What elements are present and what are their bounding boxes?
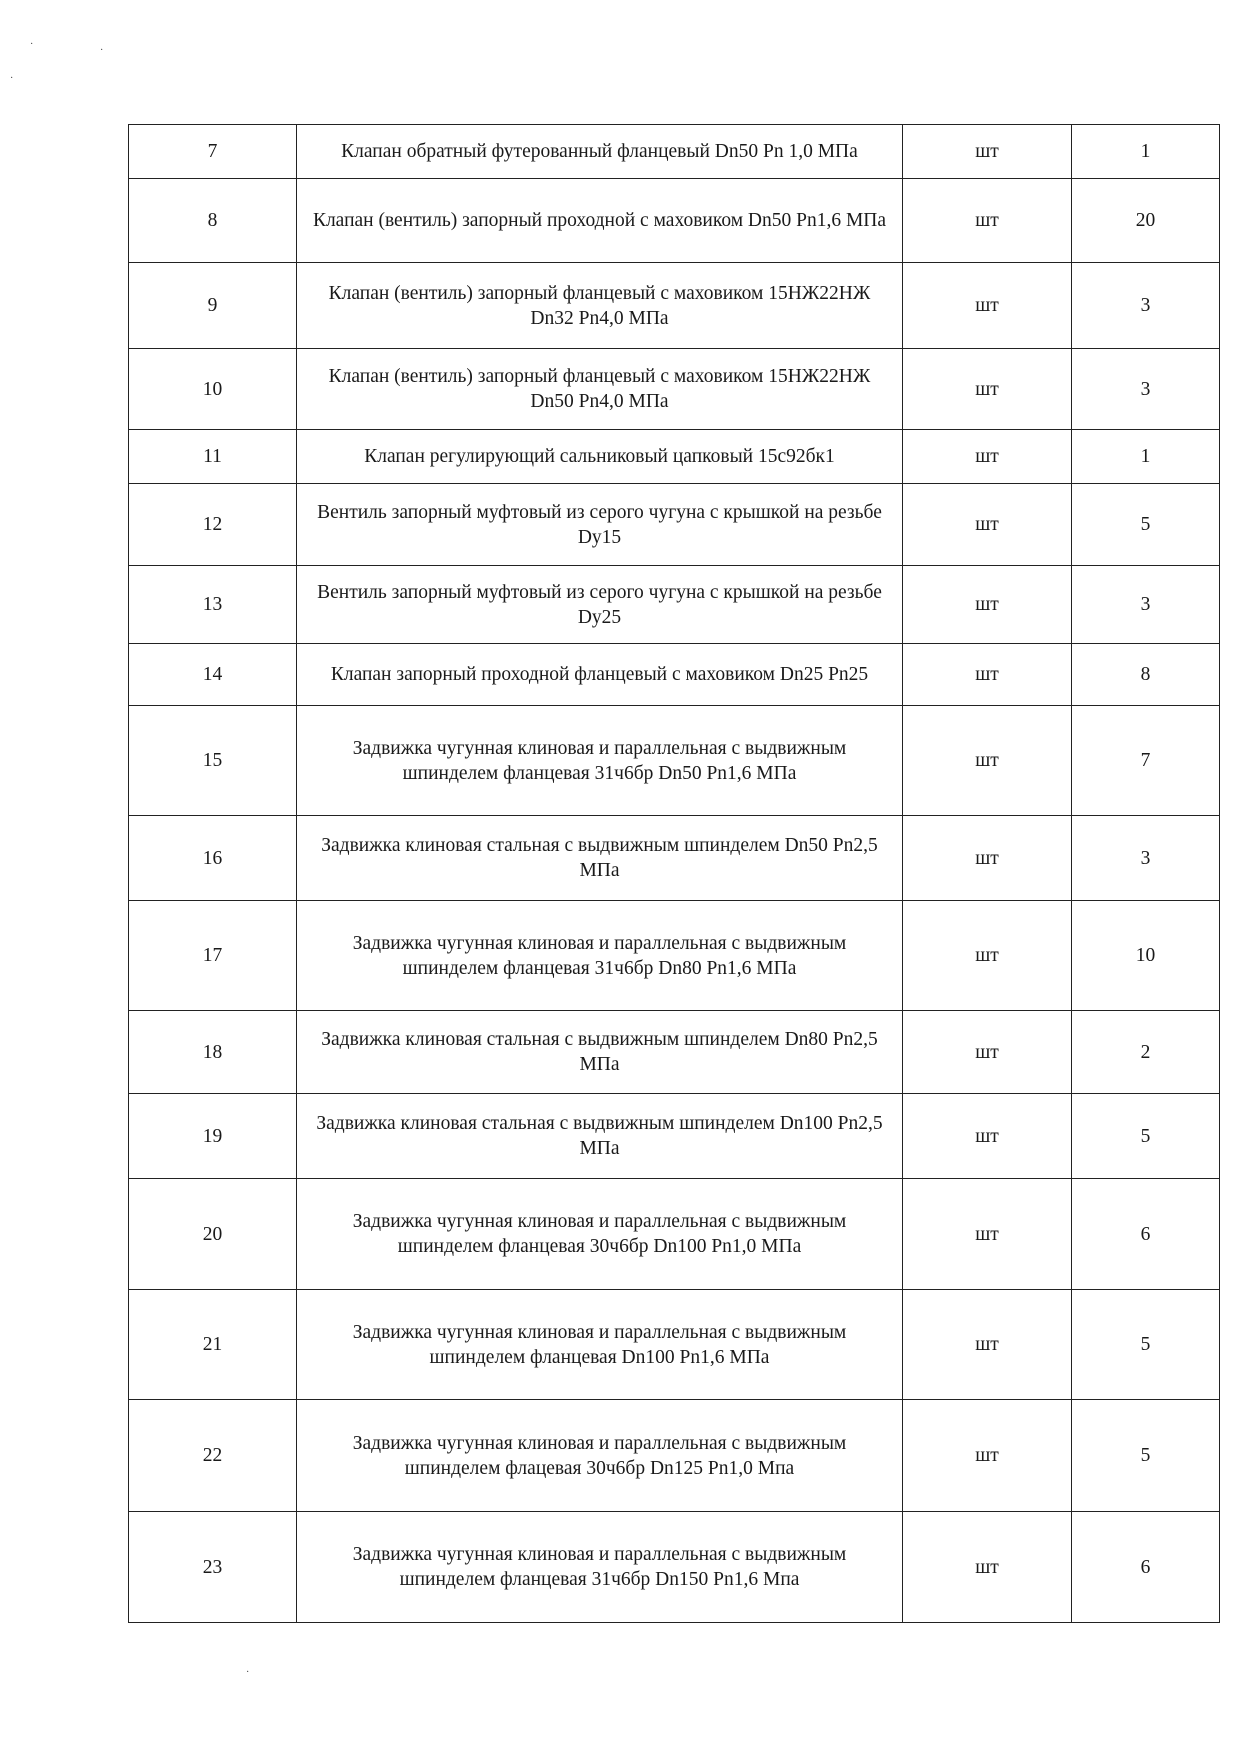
row-number: 17 [129,901,297,1011]
item-name: Клапан обратный футерованный фланцевый Dn50 Pn 1,0 МПа [297,125,903,179]
scan-speck: · [10,73,14,84]
item-unit: шт [903,1011,1072,1094]
item-unit: шт [903,430,1072,484]
item-name: Клапан (вентиль) запорный проходной с маховиком Dn50 Pn1,6 МПа [297,179,903,263]
row-number: 16 [129,816,297,901]
item-unit: шт [903,1400,1072,1512]
item-quantity: 1 [1072,430,1220,484]
table-row [129,263,1220,349]
item-name: Вентиль запорный муфтовый из серого чугуна с крышкой на резьбе Dy15 [297,484,903,566]
item-unit: шт [903,1512,1072,1623]
item-unit: шт [903,263,1072,349]
row-number: 15 [129,706,297,816]
item-quantity: 5 [1072,1094,1220,1179]
item-name: Задвижка клиновая стальная с выдвижным шпинделем Dn80 Pn2,5 МПа [297,1011,903,1094]
item-quantity: 3 [1072,566,1220,644]
table-row [129,1011,1220,1094]
item-name: Клапан (вентиль) запорный фланцевый с маховиком 15НЖ22НЖ Dn32 Pn4,0 МПа [297,263,903,349]
row-number: 19 [129,1094,297,1179]
item-name: Задвижка чугунная клиновая и параллельная с выдвижным шпинделем фланцевая 31ч6бр Dn50 Pn1,6 МПа [297,706,903,816]
table-row [129,179,1220,263]
scan-speck: · [246,1667,250,1678]
scan-speck: · [30,39,34,50]
item-unit: шт [903,901,1072,1011]
item-quantity: 3 [1072,263,1220,349]
item-name: Задвижка чугунная клиновая и параллельная с выдвижным шпинделем фланцевая 30ч6бр Dn100 Pn1,0 МПа [297,1179,903,1290]
item-unit: шт [903,566,1072,644]
item-unit: шт [903,1094,1072,1179]
item-quantity: 6 [1072,1179,1220,1290]
table-row [129,816,1220,901]
item-name: Задвижка чугунная клиновая и параллельная с выдвижным шпинделем фланцевая Dn100 Pn1,6 МПа [297,1290,903,1400]
specification-table-body [129,125,1220,1623]
item-quantity: 3 [1072,349,1220,430]
scan-speck: · [100,45,104,56]
item-name: Задвижка клиновая стальная с выдвижным шпинделем Dn50 Pn2,5 МПа [297,816,903,901]
row-number: 9 [129,263,297,349]
specification-table [128,124,1220,1623]
item-quantity: 5 [1072,1290,1220,1400]
item-name: Вентиль запорный муфтовый из серого чугуна с крышкой на резьбе Dy25 [297,566,903,644]
item-unit: шт [903,706,1072,816]
row-number: 22 [129,1400,297,1512]
row-number: 12 [129,484,297,566]
row-number: 13 [129,566,297,644]
table-row [129,1290,1220,1400]
item-unit: шт [903,179,1072,263]
item-unit: шт [903,1179,1072,1290]
table-row [129,1094,1220,1179]
item-name: Задвижка чугунная клиновая и параллельная с выдвижным шпинделем фланцевая 31ч6бр Dn80 Pn1,6 МПа [297,901,903,1011]
table-row [129,706,1220,816]
table-row [129,349,1220,430]
item-unit: шт [903,1290,1072,1400]
table-row [129,644,1220,706]
item-name: Задвижка чугунная клиновая и параллельная с выдвижным шпинделем фланцевая 31ч6бр Dn150 Pn1,6 Мпа [297,1512,903,1623]
row-number: 20 [129,1179,297,1290]
item-quantity: 1 [1072,125,1220,179]
row-number: 7 [129,125,297,179]
table-row [129,484,1220,566]
item-quantity: 7 [1072,706,1220,816]
row-number: 8 [129,179,297,263]
row-number: 11 [129,430,297,484]
item-quantity: 6 [1072,1512,1220,1623]
item-name: Клапан (вентиль) запорный фланцевый с маховиком 15НЖ22НЖ Dn50 Pn4,0 МПа [297,349,903,430]
item-unit: шт [903,349,1072,430]
item-quantity: 20 [1072,179,1220,263]
item-quantity: 5 [1072,484,1220,566]
row-number: 14 [129,644,297,706]
table-row [129,1179,1220,1290]
item-name: Клапан регулирующий сальниковый цапковый 15с92бк1 [297,430,903,484]
item-quantity: 2 [1072,1011,1220,1094]
item-name: Задвижка чугунная клиновая и параллельная с выдвижным шпинделем флацевая 30ч6бр Dn125 Pn1,0 Мпа [297,1400,903,1512]
item-name: Клапан запорный проходной фланцевый с маховиком Dn25 Pn25 [297,644,903,706]
row-number: 23 [129,1512,297,1623]
row-number: 21 [129,1290,297,1400]
table-row [129,125,1220,179]
item-unit: шт [903,816,1072,901]
table-row [129,566,1220,644]
item-quantity: 3 [1072,816,1220,901]
row-number: 18 [129,1011,297,1094]
item-name: Задвижка клиновая стальная с выдвижным шпинделем Dn100 Pn2,5 МПа [297,1094,903,1179]
table-row [129,1400,1220,1512]
item-quantity: 8 [1072,644,1220,706]
table-row [129,430,1220,484]
item-unit: шт [903,644,1072,706]
table-row [129,901,1220,1011]
item-quantity: 5 [1072,1400,1220,1512]
item-quantity: 10 [1072,901,1220,1011]
item-unit: шт [903,125,1072,179]
item-unit: шт [903,484,1072,566]
table-row [129,1512,1220,1623]
row-number: 10 [129,349,297,430]
